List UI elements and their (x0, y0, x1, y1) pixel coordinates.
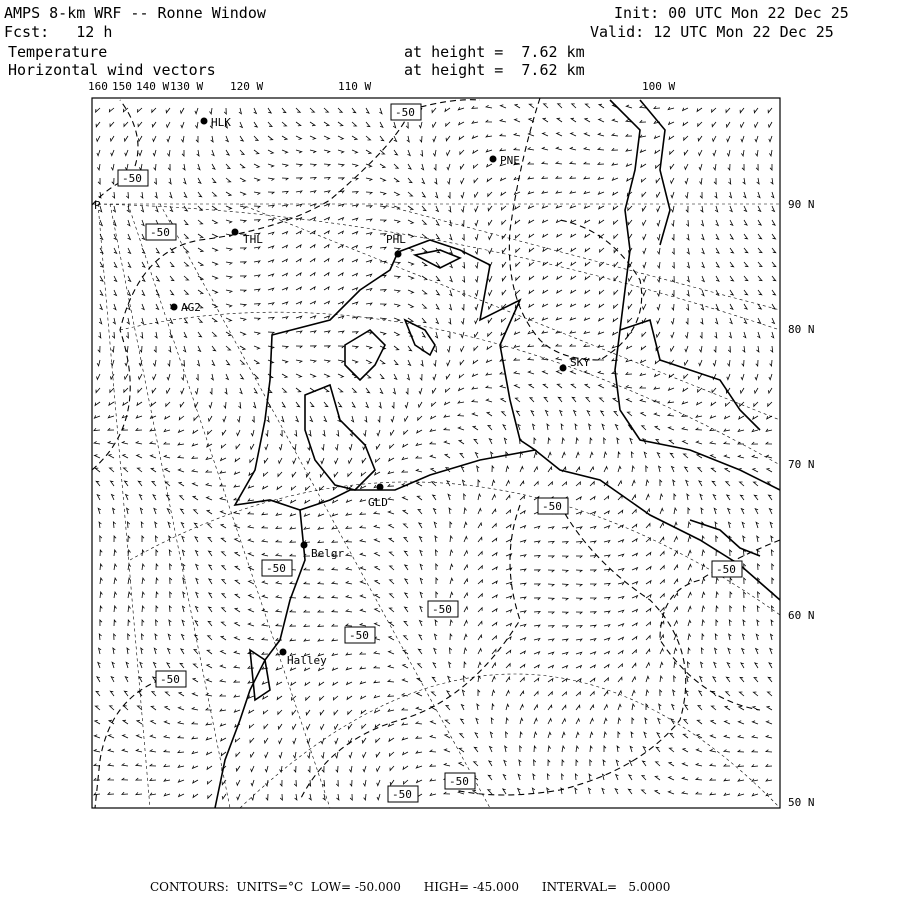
svg-text:THL: THL (243, 233, 263, 246)
svg-text:PNE: PNE (500, 154, 520, 167)
graticule (92, 204, 780, 808)
height-1: at height = 7.62 km (404, 43, 585, 61)
station-halley (280, 649, 328, 668)
svg-text:HLK: HLK (211, 116, 231, 129)
contour-label (428, 601, 458, 617)
contour-label (391, 104, 421, 120)
lon-label-150: 150 (112, 80, 132, 93)
field-temperature: Temperature (8, 43, 108, 61)
station-hlk (201, 116, 232, 129)
height-2: at height = 7.62 km (404, 61, 585, 79)
contour-label (156, 671, 186, 687)
lon-label-140w: 140 W (136, 80, 170, 93)
svg-text:-50: -50 (122, 172, 142, 185)
map-frame (92, 98, 780, 808)
valid-time: Valid: 12 UTC Mon 22 Dec 25 (590, 23, 834, 41)
svg-text:-50: -50 (542, 500, 562, 513)
contour-label (445, 773, 475, 789)
contour-info: CONTOURS: UNITS=°C LOW= -50.000 HIGH= -45.000 INTERVAL= 5.0000 (150, 880, 671, 894)
svg-text:-50: -50 (432, 603, 452, 616)
lat-label-50n: 50 N (788, 796, 815, 809)
contour-label (146, 224, 176, 240)
lat-label-70n: 70 N (788, 458, 815, 471)
lon-label-160: 160 (88, 80, 108, 93)
svg-text:-50: -50 (160, 673, 180, 686)
contour-label (712, 561, 742, 577)
lon-label-110w: 110 W (338, 80, 372, 93)
lat-label-90n: 90 N (788, 198, 815, 211)
station-gld (368, 484, 388, 510)
contour-label (345, 627, 375, 643)
pole-label: P (94, 199, 101, 212)
coastlines (215, 100, 780, 808)
svg-text:PHL: PHL (386, 233, 406, 246)
svg-text:-50: -50 (392, 788, 412, 801)
svg-text:SKY: SKY (570, 356, 590, 369)
station-ag2 (171, 301, 201, 314)
station-sky (560, 356, 591, 372)
field-wind: Horizontal wind vectors (8, 61, 216, 79)
temperature-contours (92, 98, 780, 808)
station-pne (490, 154, 520, 167)
lat-label-60n: 60 N (788, 609, 815, 622)
svg-text:-50: -50 (266, 562, 286, 575)
station-thl (232, 229, 264, 247)
lon-label-100w: 100 W (642, 80, 676, 93)
svg-text:-50: -50 (150, 226, 170, 239)
wind-vectors (94, 104, 776, 800)
lon-label-120w: 120 W (230, 80, 264, 93)
station-belgr (301, 542, 345, 561)
station-phl (386, 233, 406, 258)
map-title: AMPS 8-km WRF -- Ronne Window (4, 4, 266, 22)
svg-text:-50: -50 (395, 106, 415, 119)
lon-label-130w: 130 W (170, 80, 204, 93)
lat-label-80n: 80 N (788, 323, 815, 336)
svg-text:-50: -50 (716, 563, 736, 576)
forecast-hour: Fcst: 12 h (4, 23, 113, 41)
svg-text:Halley: Halley (287, 654, 327, 667)
svg-text:GLD: GLD (368, 496, 388, 509)
svg-text:-50: -50 (349, 629, 369, 642)
contour-label (538, 498, 568, 514)
svg-text:Belgr: Belgr (311, 547, 345, 560)
contour-label (118, 170, 148, 186)
svg-text:AG2: AG2 (181, 301, 201, 314)
svg-text:-50: -50 (449, 775, 469, 788)
contour-label (262, 560, 292, 576)
contour-label (388, 786, 418, 802)
init-time: Init: 00 UTC Mon 22 Dec 25 (614, 4, 849, 22)
wind-vector-field (94, 104, 776, 800)
